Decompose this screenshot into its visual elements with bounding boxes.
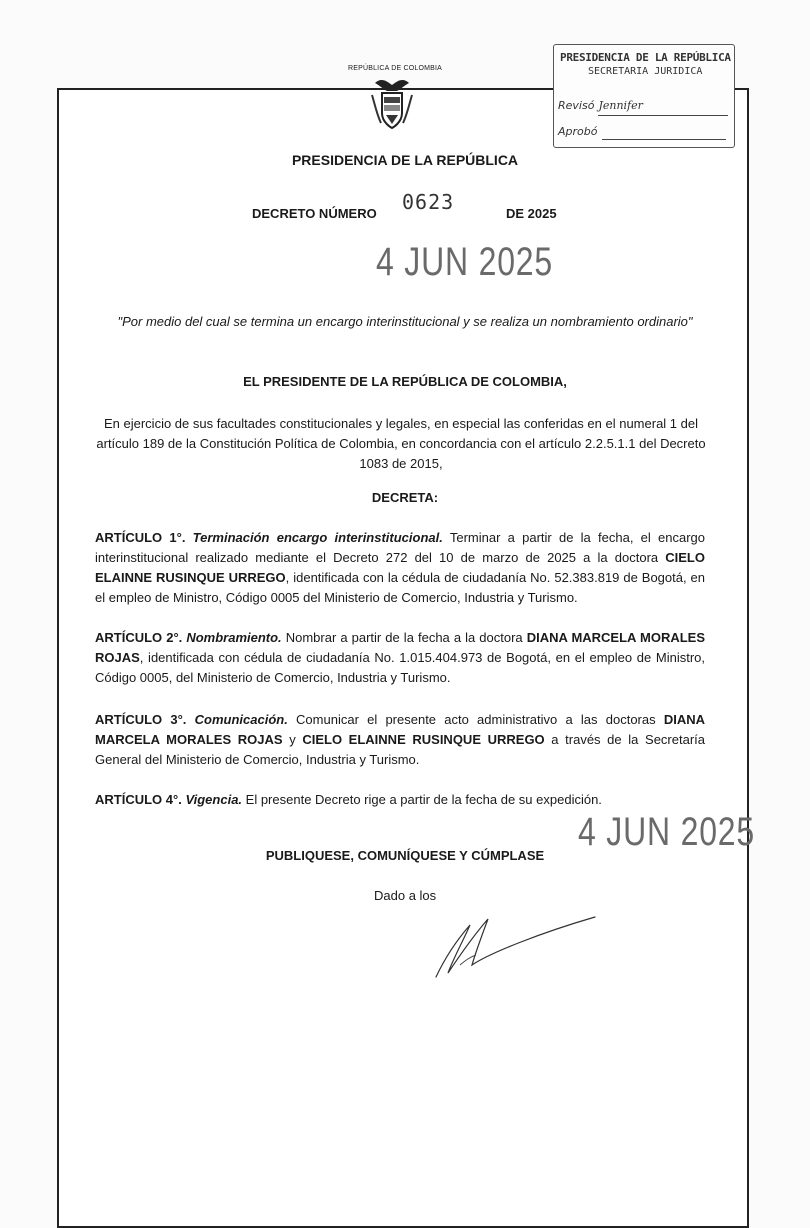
article-1-name: CIELO ELAINNE RUSINQUE URREGO	[95, 550, 705, 585]
article-2: ARTÍCULO 2°. Nombramiento. Nombrar a partir de la fecha a la doctora DIANA MARCELA MORALES ROJAS, identificada con cédula de ciudadanía No. 1.015.404.973 de Bogotá, en el empleo de Ministro, Código 0005, del Ministerio de Comercio, Industria y Turismo.	[95, 630, 706, 685]
date-stamp-closing: 4 JUN 2025	[578, 810, 755, 854]
article-1: ARTÍCULO 1°. Terminación encargo interinstitucional. Terminar a partir de la fecha, el encargo interinstitucional realizado mediante el Decreto 272 del 10 de marzo de 2025 a la doctora CIELO ELAINNE RUSINQUE URREGO, identificada con la cédula de ciudadanía No. 52.383.819 de Bogotá, en el empleo de Ministro, Código 0005 del Ministerio de Comercio, Industria y Turismo.	[95, 530, 706, 605]
article-2-heading: Nombramiento.	[186, 630, 282, 645]
stamp-institution: PRESIDENCIA DE LA REPÚBLICA	[560, 51, 731, 64]
stamp-aprobo-row	[558, 125, 597, 138]
decreta-heading: DECRETA:	[371, 490, 439, 505]
article-1-label: ARTÍCULO 1°.	[95, 530, 186, 545]
article-3-name-2: CIELO ELAINNE RUSINQUE URREGO	[302, 732, 545, 747]
dado-a-los: Dado a los	[374, 888, 437, 903]
article-2-name: DIANA MARCELA MORALES ROJAS	[95, 630, 706, 665]
closing-formula: PUBLIQUESE, COMUNÍQUESE Y CÚMPLASE	[265, 848, 545, 863]
article-4-label: ARTÍCULO 4°.	[95, 792, 182, 807]
article-1-heading: Terminación encargo interinstitucional.	[192, 530, 443, 545]
legal-review-stamp	[553, 44, 735, 148]
institution-title: PRESIDENCIA DE LA REPÚBLICA	[291, 152, 519, 168]
decree-year: DE 2025	[506, 206, 557, 221]
decree-number-label: DECRETO NÚMERO	[252, 206, 377, 221]
article-3-label: ARTÍCULO 3°.	[95, 712, 187, 727]
president-signature-icon	[430, 905, 600, 985]
stamp-department: SECRETARIA JURIDICA	[588, 66, 703, 77]
decree-subject: "Por medio del cual se termina un encargo interinstitucional y se realiza un nombramiento ordinario"	[117, 314, 693, 329]
decree-number: 0623	[402, 190, 455, 214]
reviso-label: Revisó	[558, 99, 595, 112]
article-3: ARTÍCULO 3°. Comunicación. Comunicar el presente acto administrativo a las doctoras DIANA MARCELA MORALES ROJAS y CIELO ELAINNE RUSINQUE URREGO a través de la Secretaría General del Ministerio de Comercio, Industria y Turismo.	[95, 712, 705, 767]
article-3-heading: Comunicación.	[194, 712, 288, 727]
article-4: ARTÍCULO 4°. Vigencia. El presente Decreto rige a partir de la fecha de su expedición.	[95, 792, 602, 807]
article-2-label: ARTÍCULO 2°.	[95, 630, 183, 645]
decree-number-line	[252, 190, 592, 226]
date-stamp-top: 4 JUN 2025	[376, 240, 553, 284]
coat-of-arms-icon	[367, 75, 417, 135]
article-4-heading: Vigencia.	[185, 792, 243, 807]
stamp-reviso-row	[558, 99, 643, 112]
seal-caption: REPÚBLICA DE COLOMBIA	[347, 65, 443, 72]
reviso-signature: Jennifer	[598, 99, 643, 112]
aprobo-label: Aprobó	[558, 125, 598, 138]
issuer: EL PRESIDENTE DE LA REPÚBLICA DE COLOMBIA,	[243, 374, 567, 389]
article-3-name-1: DIANA MARCELA MORALES ROJAS	[95, 712, 705, 747]
preamble: En ejercicio de sus facultades constitucionales y legales, en especial las conferidas en el numeral 1 del artículo 189 de la Constitución Política de Colombia, en concordancia con el artículo 2.2.5.1.1 del Decreto 1083 de 2015,	[96, 416, 706, 471]
